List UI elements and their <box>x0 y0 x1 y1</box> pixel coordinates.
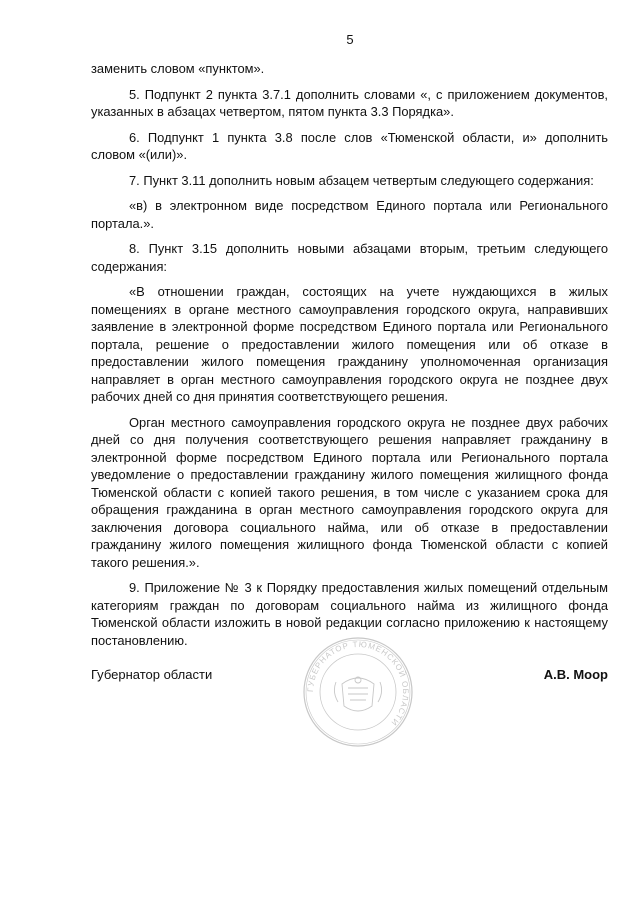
paragraph: 6. Подпункт 1 пункта 3.8 после слов «Тюменской области, и» дополнить словом «(или)». <box>91 129 608 162</box>
paragraph: 9. Приложение № 3 к Порядку предоставления жилых помещений отдельным категориям граждан по договорам социального найма из жилищного фонда Тюменской области изложить в новой редакции согласно приложению к настоящему постановлению. <box>91 580 608 648</box>
signature-block <box>91 667 608 687</box>
paragraph: «В отношении граждан, состоящих на учете нуждающихся в жилых помещениях в органе местного самоуправления городского округа, направивших заявление в электронной форме посредством Единого портала или Регионального портала, решение о предоставлении жилого помещения или об отказе в предоставлении жилого помещения гражданину уполномоченная организация направляет в орган местного самоуправления городского округа не позднее двух рабочих дней со дня принятия соответствующего решения. <box>91 284 608 404</box>
paragraph: Орган местного самоуправления городского округа не позднее двух рабочих дней со дня получения соответствующего решения направляет гражданину в электронной форме посредством Единого портала или Регионального портала уведомление о предоставлении гражданину жилого помещения жилищного фонда Тюменской области с копией такого решения, в том числе с указанием срока для обращения гражданина в орган местного самоуправления городского округа для заключения договора социального найма, или об отказе в предоставлении гражданину жилого помещения жилищного фонда Тюменской области с копией такого решения.». <box>91 414 608 570</box>
paragraph: заменить словом «пунктом». <box>91 61 265 76</box>
document-body <box>91 60 608 657</box>
page-number: 5 <box>346 32 354 47</box>
paragraph: 5. Подпункт 2 пункта 3.7.1 дополнить словами «, с приложением документов, указанных в абзацах четвертом, пятом пункта 3.3 Порядка». <box>91 86 608 119</box>
paragraph: «в) в электронном виде посредством Единого портала или Регионального портала.». <box>91 198 608 231</box>
seal-ring-text: ГУБЕРНАТОР ТЮМЕНСКОЙ ОБЛАСТИ <box>305 639 411 728</box>
paragraph: 8. Пункт 3.15 дополнить новыми абзацами вторым, третьим следующего содержания: <box>91 241 608 274</box>
official-seal <box>302 636 414 748</box>
paragraph: 7. Пункт 3.11 дополнить новым абзацем четвертым следующего содержания: <box>129 172 594 188</box>
signatory-name: А.В. Моор <box>543 667 608 682</box>
signatory-title: Губернатор области <box>91 667 213 682</box>
